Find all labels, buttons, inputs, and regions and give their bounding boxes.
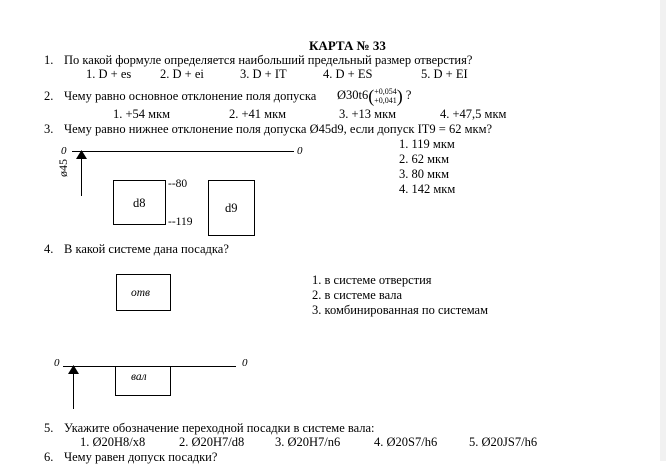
q2-deviations — [374, 87, 397, 105]
q5-option-1: 1. Ø20H8/x8 — [80, 435, 146, 449]
q4-shaft-label: вал — [131, 371, 147, 383]
q1-option-2: 2. D + ei — [160, 67, 204, 81]
q1-option-1: 1. D + es — [86, 67, 132, 81]
q2-number: 2. — [44, 89, 54, 103]
q6-text: Чему равен допуск посадки? — [64, 450, 218, 464]
q2-upper-deviation: +0,054 — [374, 87, 397, 97]
q3-arrow-head — [76, 150, 87, 159]
q3-upper-deviation: --80 — [168, 178, 188, 190]
q4-zero-left: 0 — [54, 357, 60, 369]
q2-fit: Ø30t6 — [337, 88, 369, 102]
q2-question-mark: ? — [405, 88, 412, 102]
q3-lower-deviation: --119 — [168, 216, 193, 228]
q2-lower-deviation: +0,041 — [374, 96, 397, 106]
q3-box-d8-label: d8 — [133, 196, 146, 210]
q3-option-4: 4. 142 мкм — [399, 182, 456, 196]
q3-option-1: 1. 119 мкм — [399, 137, 455, 151]
q1-option-3: 3. D + IT — [240, 67, 287, 81]
q3-number: 3. — [44, 122, 54, 136]
q3-box-d9-label: d9 — [225, 201, 238, 215]
q5-text: Укажите обозначение переходной посадки в системе вала: — [64, 421, 375, 435]
q5-option-4: 4. Ø20S7/h6 — [374, 435, 438, 449]
q4-dimension-line — [73, 369, 74, 409]
q3-zero-left: 0 — [61, 145, 67, 157]
q4-text: В какой системе дана посадка? — [64, 242, 229, 256]
q2-text: Чему равно основное отклонение поля допуска — [64, 89, 317, 103]
q3-text: Чему равно нижнее отклонение поля допуска Ø45d9, если допуск IT9 = 62 мкм? — [64, 122, 493, 136]
q1-option-5: 5. D + EI — [421, 67, 468, 81]
q5-number: 5. — [44, 421, 54, 435]
q6-number: 6. — [44, 450, 54, 464]
q4-number: 4. — [44, 242, 54, 256]
q3-dimension-line — [81, 154, 82, 196]
q2-option-2: 2. +41 мкм — [229, 107, 287, 121]
q2-option-1: 1. +54 мкм — [113, 107, 171, 121]
q3-zero-line — [72, 151, 294, 152]
q3-zero-right: 0 — [297, 145, 303, 157]
q5-option-5: 5. Ø20JS7/h6 — [469, 435, 538, 449]
q2-left-paren: ( — [368, 86, 375, 107]
q1-number: 1. — [44, 53, 54, 67]
q2-option-3: 3. +13 мкм — [339, 107, 397, 121]
q4-option-2: 2. в системе вала — [312, 288, 403, 302]
q2-right-paren: ) — [396, 86, 403, 107]
q1-option-4: 4. D + ES — [323, 67, 373, 81]
q2-fit-designation — [337, 83, 411, 107]
q5-option-2: 2. Ø20H7/d8 — [179, 435, 245, 449]
q4-option-1: 1. в системе отверстия — [312, 273, 432, 287]
q3-option-3: 3. 80 мкм — [399, 167, 450, 181]
card-title: КАРТА № 33 — [309, 38, 386, 53]
q3-option-2: 2. 62 мкм — [399, 152, 450, 166]
page-edge-scrollbar[interactable] — [660, 0, 666, 461]
q2-option-4: 4. +47,5 мкм — [440, 107, 507, 121]
q3-axis-label: ø45 — [56, 159, 70, 177]
q4-hole-label: отв — [131, 287, 151, 299]
q4-option-3: 3. комбинированная по системам — [312, 303, 489, 317]
q4-zero-right: 0 — [242, 357, 248, 369]
q5-option-3: 3. Ø20H7/n6 — [275, 435, 341, 449]
q4-arrow-head — [68, 365, 79, 374]
q1-text: По какой формуле определяется наибольший предельный размер отверстия? — [64, 53, 473, 67]
